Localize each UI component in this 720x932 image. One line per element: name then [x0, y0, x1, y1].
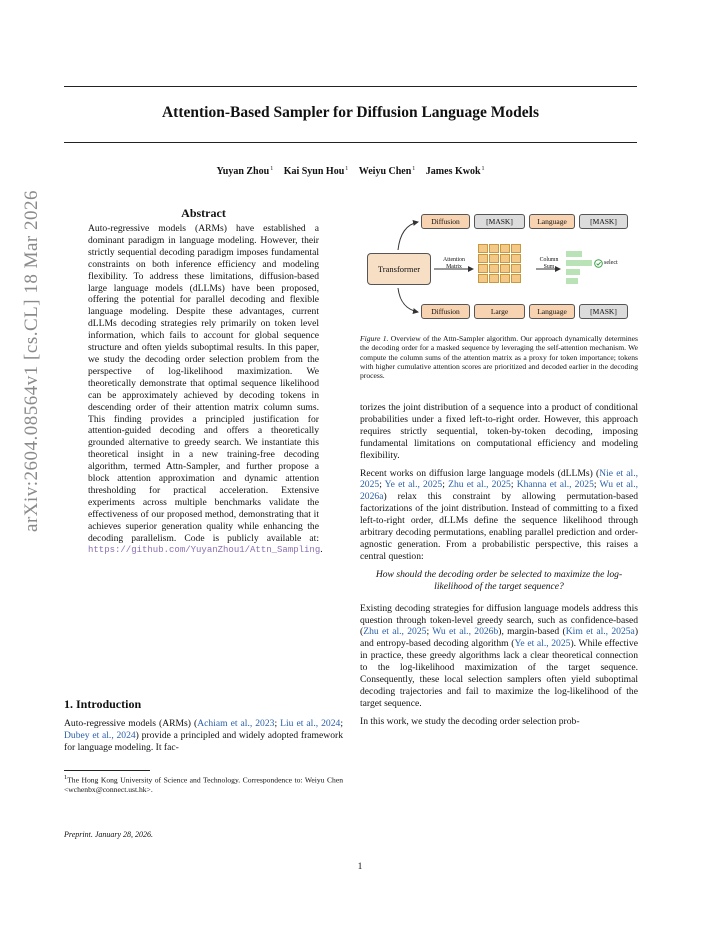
citation-link[interactable]: Achiam et al., 2023 [197, 718, 275, 729]
author-name: Yuyan Zhou$^1$ [216, 166, 274, 178]
figure-caption: Figure 1. Overview of the Attn-Sampler algorithm. Our approach dynamically determines the decoding order for a masked sequence by leveraging the self-attention mechanism. We compute the column sums of the attention matrix as a proxy for token importance; tokens with higher cumulative attention scores are prioritized and decoded earlier in the decoding process. [360, 334, 638, 381]
citation-link[interactable]: Zhu et al., 2025 [363, 626, 427, 638]
abstract-heading: Abstract [181, 206, 226, 220]
footnote-rule [64, 770, 150, 771]
section-heading-introduction: 1. Introduction [64, 697, 142, 711]
bottom-token: [MASK] [579, 304, 628, 319]
citation-link[interactable]: Zhu et al., 2025 [448, 479, 511, 491]
top-token: [MASK] [579, 214, 628, 229]
bottom-token: Diffusion [421, 304, 470, 319]
transformer-box: Transformer [367, 253, 431, 285]
bottom-token: Large [474, 304, 525, 319]
right-column-text [360, 402, 638, 734]
citation-link[interactable]: Dubey et al., 2024 [64, 729, 136, 741]
paragraph: torizes the joint distribution of a sequence into a product of conditional probabilities under a fixed left-to-right order. However, this approach requires strictly sequential, token-by-token decoding, imposing fundamental limitations on computational efficiency and modeling flexibility. [360, 402, 638, 461]
citation-link[interactable]: Ye et al., 2025 [514, 638, 571, 650]
paragraph: Recent works on diffusion large language models (dLLMs) (Nie et al., 2025; Ye et al., 2025; Zhu et al., 2025; Khanna et al., 2025; Wu et al., 2026a) relax this constraint by allowing permutation-based factorizations of the joint distribution. Instead of committing to a fixed left-to-right order, dLLMs define the sequence likelihood through arbitrary decoding permutations, enabling parallel prediction and order-agnostic generation. From a probabilistic perspective, this raises a central question: [360, 467, 638, 562]
citation-link[interactable]: Wu et al., 2026b [432, 626, 499, 638]
bottom-token: Language [529, 304, 575, 319]
author-name: James Kwok$^1$ [425, 166, 485, 178]
abstract-text: Auto-regressive models (ARMs) have established a dominant paradigm in language modeling. However, their strictly sequential decoding paradigm imposes fundamental constraints on both inference efficiency and modeling flexibility. To address these limitations, diffusion-based large language models (dLLMs) have been proposed, offering the potential for parallel decoding and flexible language modeling. Despite these advantages, current dLLMs decoding strategies rely primarily on token level information, which fails to account for global sequence structure and often yields suboptimal results. In this paper, we study the decoding order selection problem from the perspective of log-likelihood maximization. We theoretically demonstrate that optimal sequence likelihood can be approximately achieved by decoding tokens in descending order of their attention matrix column sums. This finding provides a principled justification for attention-guided decoding and offers a theoretically grounded alternative to greedy search. We instantiate this theoretical insight in a new training-free decoding algorithm, termed Attn-Sampler, and further propose a block attention approximation and dynamic attention thresholding for practical acceleration. Extensive experiments across multiple benchmarks validate the effectiveness of our proposed method, demonstrating that it achieves superior generation quality while enhancing the decoding parallelism. Code is publicly available at: https://github.com/YuyanZhou1/Attn_Sampling. [88, 223, 323, 556]
author-name: Weiyu Chen$^1$ [358, 166, 416, 178]
author-list [64, 166, 637, 177]
author-name: Kai Syun Hou$^1$ [283, 166, 349, 178]
central-question: How should the decoding order be selected to maximize the log-likelihood of the target sequence? [375, 568, 623, 592]
top-token: [MASK] [474, 214, 525, 229]
title-rule [64, 142, 637, 143]
arxiv-side-stamp: arXiv:2604.08564v1 [cs.CL] 18 Mar 2026 [21, 190, 42, 532]
top-token: Diffusion [421, 214, 470, 229]
page-number: 1 [357, 862, 363, 872]
citation-link[interactable]: Wu et al., 2026a [360, 479, 638, 503]
paragraph: In this work, we study the decoding order selection prob- [360, 715, 580, 727]
citation-link[interactable]: Nie et al., 2025 [360, 467, 638, 491]
footnote: $^1$The Hong Kong University of Science and Technology. Correspondence to: Weiyu Chen <wchenbx@connect.ust.hk>. [64, 774, 343, 795]
top-token: Language [529, 214, 575, 229]
code-link[interactable]: https://github.com/YuyanZhou1/Attn_Sampling [88, 545, 321, 556]
citation-link[interactable]: Ye et al., 2025 [384, 479, 443, 491]
intro-paragraph: Auto-regressive models (ARMs) (Achiam et al., 2023; Liu et al., 2024; Dubey et al., 2024) provide a principled and widely adopted framework for language modeling. It fac- [64, 718, 343, 753]
attention-matrix-label: Attention Matrix [443, 257, 465, 270]
citation-link[interactable]: Khanna et al., 2025 [516, 479, 594, 491]
preprint-note: Preprint. January 28, 2026. [64, 830, 154, 839]
select-label: select [604, 260, 618, 266]
paper-title: Attention-Based Sampler for Diffusion Language Models [161, 104, 540, 121]
citation-link[interactable]: Liu et al., 2024 [280, 718, 341, 729]
column-sum-label: Column Sum [539, 257, 559, 270]
check-circle-icon [594, 259, 603, 268]
citation-link[interactable]: Kim et al., 2025a [565, 626, 635, 638]
paragraph: Existing decoding strategies for diffusion language models address this question through token-level greedy search, such as confidence-based (Zhu et al., 2025; Wu et al., 2026b), margin-based (Kim et al., 2025a) and entropy-based decoding algorithm (Ye et al., 2025). While effective in practice, these greedy algorithms lack a clear theoretical connection to the log-likelihood maximization of the target sequence. Consequently, these local selection samplers often yield suboptimal decoding trajectories and fail to maximize the log-likelihood of the target sequence. [360, 602, 639, 709]
top-rule [64, 86, 637, 87]
